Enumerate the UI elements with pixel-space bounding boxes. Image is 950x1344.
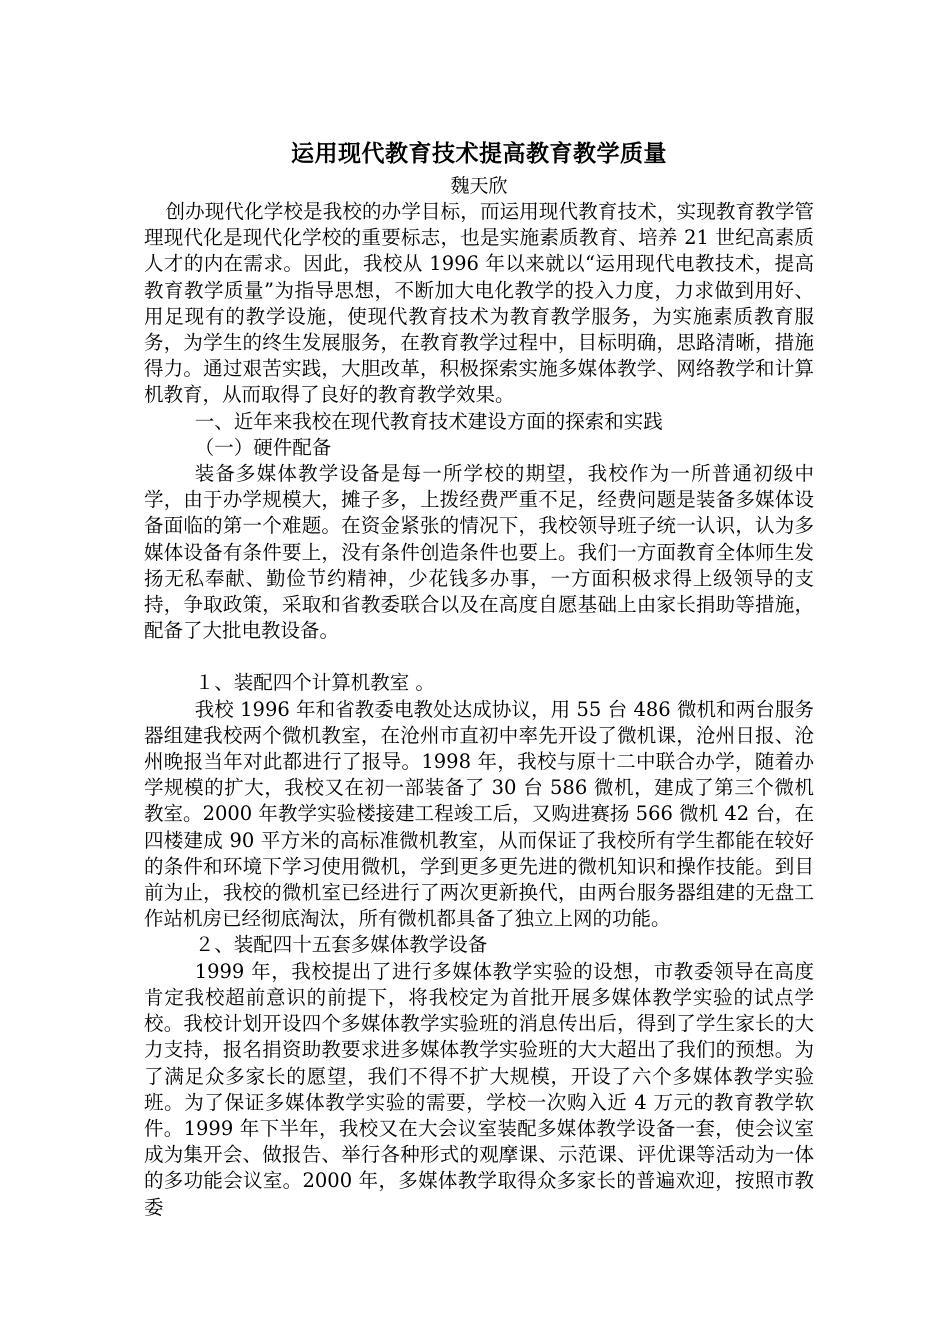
multimedia-paragraph: 1999 年，我校提出了进行多媒体教学实验的设想，市教委领导在高度肯定我校超前意识的前提下，将我校定为首批开展多媒体教学实验的试点学校。我校计划开设四个多媒体教学实验班的消息传出后，得到了学生家长的大力支持，报名捐资助教要求进多媒体教学实验班的大大超出了我们的预想。为了满足众多家长的愿望，我们不得不扩大规模，开设了六个多媒体教学实验班。为了保证多媒体教学实验的需要，学校一次购入近 4 万元的教育教学软件。1999 年下半年，我校又在大会议室装配多媒体教学设备一套，使会议室成为集开会、做报告、举行各种形式的观摩课、示范课、评优课等活动为一体的多功能会议室。2000 年，多媒体教学取得众多家长的普遍欢迎，按照市教委 [144,959,814,1219]
subsection-heading-1: （一）硬件配备 [194,435,332,459]
document-page [144,138,814,1221]
item-heading-2: ２、装配四十五套多媒体教学设备 [194,933,488,957]
item-heading-1: １、装配四个计算机教室 。 [194,671,435,695]
hardware-paragraph: 装备多媒体教学设备是每一所学校的期望，我校作为一所普通初级中学，由于办学规模大，摊子多，上拨经费严重不足，经费问题是装备多媒体设备面临的第一个难题。在资金紧张的情况下，我校领导班子统一认识，认为多媒体设备有条件要上，没有条件创造条件也要上。我们一方面教育全体师生发扬无私奉献、勤俭节约精神，少花钱多办事，一方面积极求得上级领导的支持，争取政策，采取和省教委联合以及在高度自愿基础上由家长捐助等措施，配备了大批电教设备。 [144,462,814,643]
blank-line [144,644,814,670]
section-heading-1: 一、近年来我校在现代教育技术建设方面的探索和实践 [194,409,663,433]
author-name: 魏天欣 [450,175,508,197]
computer-lab-paragraph: 我校 1996 年和省教委电教处达成协议，用 55 台 486 微机和两台服务器组建我校两个微机教室，在沧州市直初中率先开设了微机课，沧州日报、沧州晚报当年对此都进行了报导。1998 年，我校与原十二中联合办学，随着办学规模的扩大，我校又在初一部装备了 30 台 586 微机，建成了第三个微机教室。2000 年教学实验楼接建工程竣工后，又购进赛扬 566 微机 42 台，在四楼建成 90 平方米的高标准微机教室，从而保证了我校所有学生都能在较好的条件和环境下学习使用微机，学到更多更先进的微机知识和操作技能。到目前为止，我校的微机室已经进行了两次更新换代，由两台服务器组建的无盘工作站机房已经彻底淘汰，所有微机都具备了独立上网的功能。 [144,697,814,931]
document-title: 运用现代教育技术提高教育教学质量 [291,140,667,167]
intro-paragraph: 创办现代化学校是我校的办学目标，而运用现代教育技术，实现教育教学管理现代化是现代化学校的重要标志，也是实施素质教育、培养 21 世纪高素质人才的内在需求。因此，我校从 1996 年以来就以“运用现代电教技术，提高教育教学质量”为指导思想，不断加大电化教学的投入力度，力求做到用好、用足现有的教学设施，使现代教育技术为教育教学服务，为实施素质教育服务，为学生的终生发展服务，在教育教学过程中，目标明确，思路清晰，措施得力。通过艰苦实践，大胆改革，积极探索实施多媒体教学、网络教学和计算机教育，从而取得了良好的教育教学效果。 [144,200,814,407]
